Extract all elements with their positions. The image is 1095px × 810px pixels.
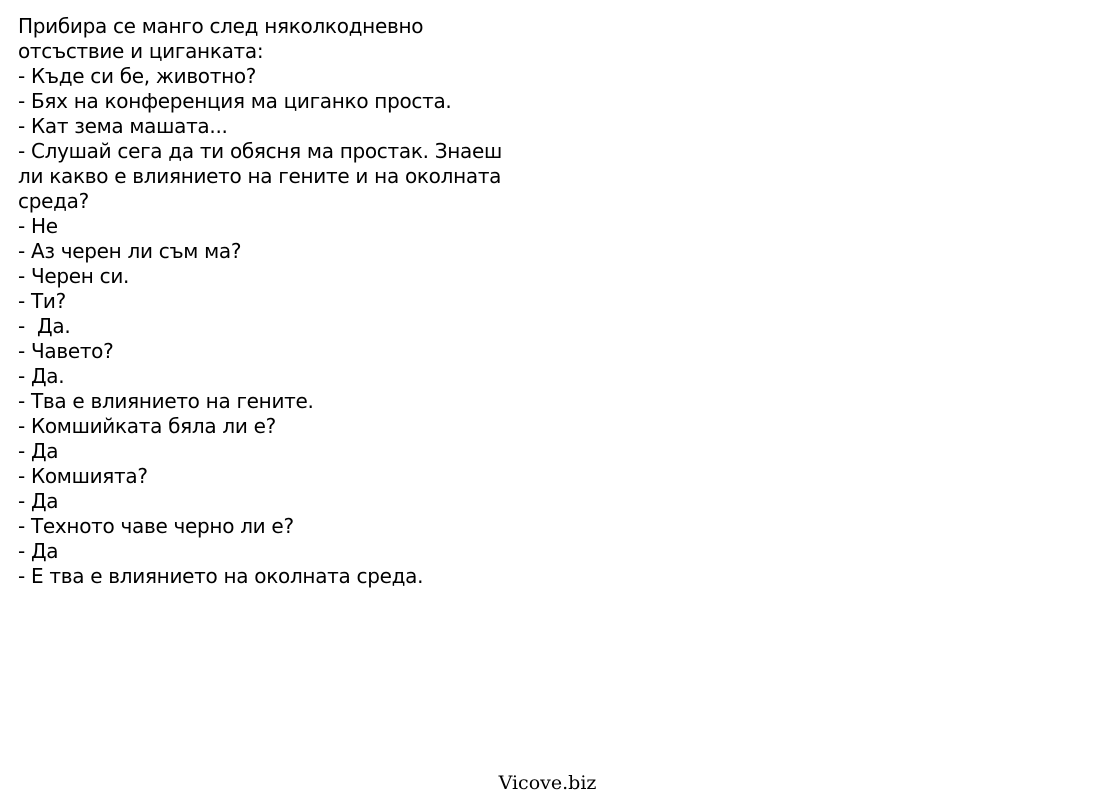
joke-line: - Тва е влиянието на гените. <box>18 389 314 413</box>
joke-line: - Да. <box>18 314 71 338</box>
joke-line: - Черен си. <box>18 264 130 288</box>
joke-line: - Техното чаве черно ли е? <box>18 514 294 538</box>
joke-line: - Комшийката бяла ли е? <box>18 414 276 438</box>
joke-line: - Комшията? <box>18 464 148 488</box>
joke-line: - Кат зема машата... <box>18 114 228 138</box>
joke-line: - Да <box>18 539 59 563</box>
joke-line: - Чавето? <box>18 339 114 363</box>
joke-line: - Слушай сега да ти обясня ма простак. Знаеш <box>18 139 502 163</box>
joke-line: - Къде си бе, животно? <box>18 64 257 88</box>
joke-line: ли какво е влиянието на гените и на околната <box>18 164 502 188</box>
joke-line: - Аз черен ли съм ма? <box>18 239 242 263</box>
joke-line: - Е тва е влиянието на околната среда. <box>18 564 424 588</box>
joke-line: Прибира се манго след няколкодневно <box>18 14 424 38</box>
joke-line: - Да <box>18 439 59 463</box>
joke-line: среда? <box>18 189 89 213</box>
joke-line: - Не <box>18 214 58 238</box>
site-watermark: Vicove.biz <box>498 772 597 794</box>
joke-line: - Ти? <box>18 289 66 313</box>
joke-line: - Бях на конференция ма циганко проста. <box>18 89 452 113</box>
joke-line: - Да. <box>18 364 65 388</box>
joke-line: отсъствие и циганката: <box>18 39 264 63</box>
joke-line: - Да <box>18 489 59 513</box>
joke-text <box>18 14 578 589</box>
